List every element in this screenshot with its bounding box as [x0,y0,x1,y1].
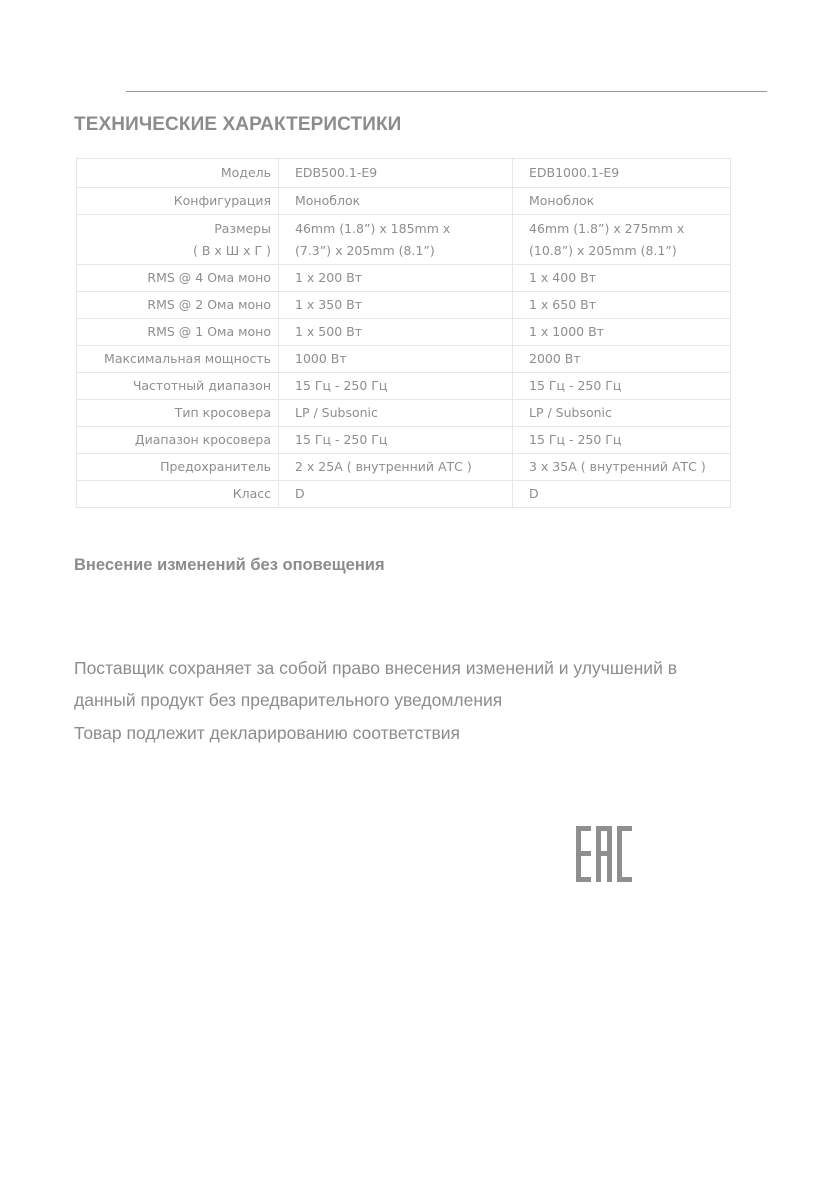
spec-value-edb500: 1 x 200 Вт [295,270,362,285]
spec-value-edb1000-cell [513,319,731,346]
spec-label: Класс [232,486,271,501]
spec-value-edb1000-cell [513,481,731,508]
spec-label: RMS @ 4 Ома моно [147,270,271,285]
spec-value-edb500-cell [279,400,513,427]
supplier-notice-paragraph [74,652,754,716]
spec-row [77,188,731,215]
spec-value-edb1000-cell [513,159,731,188]
spec-value-edb1000-cell [513,215,731,265]
spec-value-edb500-cell [279,319,513,346]
spec-value-edb1000: D [529,486,539,501]
spec-row [77,481,731,508]
spec-value-edb500: LP / Subsonic [295,405,378,420]
spec-label-cell [77,400,279,427]
declaration-paragraph: Товар подлежит декларированию соответствия [74,723,461,743]
spec-label-cell [77,373,279,400]
spec-label: Диапазон кросовера [134,432,271,447]
spec-label-cell [77,265,279,292]
spec-value-edb1000: 15 Гц - 250 Гц [529,432,622,447]
spec-value-edb500-cell [279,188,513,215]
spec-label: Размеры [214,220,271,236]
spec-value-edb500: 1000 Вт [295,351,347,366]
spec-value-edb500: (7.3”) x 205mm (8.1”) [295,242,435,258]
spec-row [77,159,731,188]
spec-value-edb1000-cell [513,373,731,400]
specs-table-body [77,159,731,508]
notice-title: Внесение изменений без оповещения [74,556,385,574]
spec-value-edb500-cell [279,265,513,292]
spec-row [77,319,731,346]
spec-label-cell [77,292,279,319]
spec-value-edb500: 1 x 350 Вт [295,297,362,312]
spec-label: ( В х Ш х Г ) [193,242,271,258]
spec-label-cell [77,481,279,508]
spec-label: Предохранитель [160,459,271,474]
spec-row [77,265,731,292]
spec-value-edb1000: 1 x 1000 Вт [529,324,604,339]
spec-label: Тип кросовера [174,405,271,420]
spec-value-edb1000: 2000 Вт [529,351,581,366]
spec-value-edb500: 46mm (1.8”) x 185mm x [295,220,451,236]
spec-value-edb1000: 1 x 650 Вт [529,297,596,312]
eac-conformity-icon [576,826,632,882]
spec-label: RMS @ 1 Ома моно [147,324,271,339]
spec-value-edb1000: 46mm (1.8”) x 275mm x [529,220,685,236]
spec-value-edb500-cell [279,159,513,188]
section-title: ТЕХНИЧЕСКИЕ ХАРАКТЕРИСТИКИ [74,114,402,135]
spec-value-edb1000: Моноблок [529,193,595,208]
spec-value-edb1000: 1 x 400 Вт [529,270,596,285]
spec-value-edb500: 15 Гц - 250 Гц [295,432,388,447]
spec-value-edb1000: 15 Гц - 250 Гц [529,378,622,393]
spec-label-cell [77,319,279,346]
spec-value-edb1000-cell [513,346,731,373]
spec-label-cell [77,215,279,265]
spec-row [77,346,731,373]
spec-value-edb1000-cell [513,454,731,481]
spec-label: Максимальная мощность [104,351,271,366]
spec-label-cell [77,346,279,373]
supplier-notice-line-1: Поставщик сохраняет за собой право внесения изменений и улучшений в [74,658,678,678]
spec-value-edb500-cell [279,346,513,373]
spec-label: RMS @ 2 Ома моно [147,297,271,312]
specs-table [76,158,731,508]
spec-row [77,454,731,481]
spec-value-edb500: Моноблок [295,193,361,208]
supplier-notice-line-2: данный продукт без предварительного уведомления [74,690,503,710]
spec-label: Частотный диапазон [132,378,271,393]
spec-value-edb1000: EDB1000.1-E9 [529,165,620,180]
spec-row [77,215,731,265]
spec-value-edb1000-cell [513,292,731,319]
spec-value-edb500-cell [279,481,513,508]
spec-row [77,292,731,319]
spec-row [77,373,731,400]
spec-value-edb500-cell [279,292,513,319]
spec-value-edb1000: (10.8”) x 205mm (8.1”) [529,242,677,258]
spec-value-edb500-cell [279,454,513,481]
spec-value-edb500: 15 Гц - 250 Гц [295,378,388,393]
spec-label-cell [77,188,279,215]
spec-label: Конфигурация [173,193,271,208]
spec-label-cell [77,427,279,454]
spec-value-edb500-cell [279,215,513,265]
spec-row [77,427,731,454]
spec-value-edb500: D [295,486,305,501]
spec-value-edb500: 1 x 500 Вт [295,324,362,339]
spec-row [77,400,731,427]
spec-value-edb1000-cell [513,265,731,292]
spec-value-edb1000: 3 x 35A ( внутренний АТС ) [529,459,706,474]
spec-label: Модель [220,165,271,180]
spec-value-edb500: 2 x 25A ( внутренний АТС ) [295,459,472,474]
spec-value-edb1000-cell [513,427,731,454]
spec-value-edb500-cell [279,373,513,400]
spec-value-edb1000: LP / Subsonic [529,405,612,420]
spec-value-edb1000-cell [513,400,731,427]
spec-label-cell [77,454,279,481]
spec-label-cell [77,159,279,188]
top-divider [126,91,767,92]
spec-value-edb500: EDB500.1-E9 [295,165,378,180]
spec-value-edb500-cell [279,427,513,454]
spec-value-edb1000-cell [513,188,731,215]
